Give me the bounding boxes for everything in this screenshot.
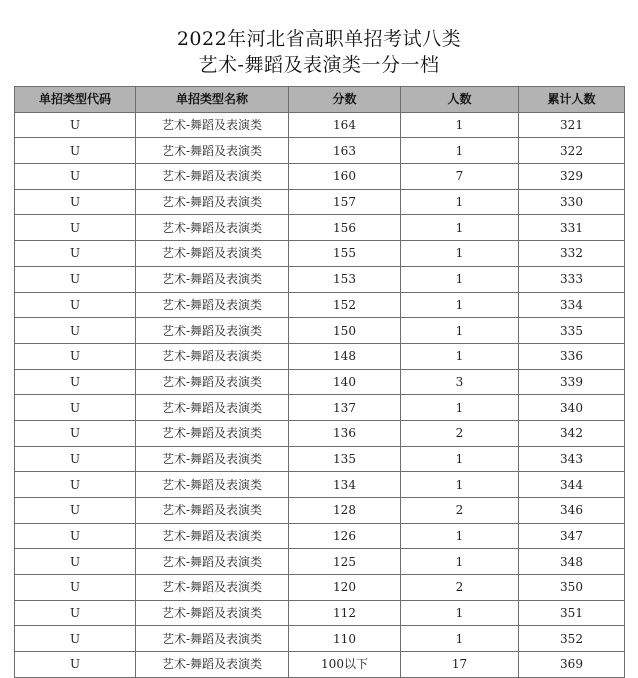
- cell-score: 148: [289, 343, 401, 369]
- header-cumulative: 累计人数: [519, 87, 625, 113]
- cell-type-name: 艺术-舞蹈及表演类: [136, 343, 289, 369]
- table-header-row: [15, 87, 625, 113]
- cell-cumulative: 347: [519, 523, 625, 549]
- cell-type-name: 艺术-舞蹈及表演类: [136, 472, 289, 498]
- cell-type-name: 艺术-舞蹈及表演类: [136, 189, 289, 215]
- cell-count: 1: [401, 189, 519, 215]
- cell-type-code: U: [15, 446, 136, 472]
- table-row: [15, 395, 625, 421]
- cell-type-code: U: [15, 164, 136, 190]
- cell-count: 1: [401, 292, 519, 318]
- cell-type-name: 艺术-舞蹈及表演类: [136, 215, 289, 241]
- cell-type-code: U: [15, 626, 136, 652]
- cell-count: 1: [401, 523, 519, 549]
- cell-type-name: 艺术-舞蹈及表演类: [136, 292, 289, 318]
- cell-count: 3: [401, 369, 519, 395]
- title-line-2: 艺术-舞蹈及表演类一分一档: [198, 54, 440, 76]
- cell-cumulative: 335: [519, 318, 625, 344]
- cell-count: 17: [401, 652, 519, 678]
- cell-score: 100以下: [289, 652, 401, 678]
- cell-type-code: U: [15, 523, 136, 549]
- cell-cumulative: 331: [519, 215, 625, 241]
- table-row: [15, 498, 625, 524]
- cell-count: 1: [401, 549, 519, 575]
- table-row: [15, 420, 625, 446]
- header-score: 分数: [289, 87, 401, 113]
- cell-cumulative: 336: [519, 343, 625, 369]
- cell-score: 110: [289, 626, 401, 652]
- table-row: [15, 369, 625, 395]
- cell-score: 136: [289, 420, 401, 446]
- cell-type-name: 艺术-舞蹈及表演类: [136, 446, 289, 472]
- cell-cumulative: 333: [519, 266, 625, 292]
- header-type-code: 单招类型代码: [15, 87, 136, 113]
- cell-type-code: U: [15, 549, 136, 575]
- cell-type-name: 艺术-舞蹈及表演类: [136, 266, 289, 292]
- table-row: [15, 112, 625, 138]
- cell-count: 1: [401, 241, 519, 267]
- score-distribution-table: [14, 86, 625, 678]
- cell-cumulative: 344: [519, 472, 625, 498]
- cell-cumulative: 332: [519, 241, 625, 267]
- header-type-name: 单招类型名称: [136, 87, 289, 113]
- table-row: [15, 241, 625, 267]
- cell-count: 1: [401, 395, 519, 421]
- cell-type-code: U: [15, 343, 136, 369]
- cell-score: 112: [289, 600, 401, 626]
- table-row: [15, 292, 625, 318]
- cell-score: 164: [289, 112, 401, 138]
- cell-score: 153: [289, 266, 401, 292]
- cell-type-code: U: [15, 292, 136, 318]
- cell-type-code: U: [15, 420, 136, 446]
- cell-type-code: U: [15, 112, 136, 138]
- cell-cumulative: 346: [519, 498, 625, 524]
- cell-score: 140: [289, 369, 401, 395]
- cell-type-name: 艺术-舞蹈及表演类: [136, 549, 289, 575]
- cell-score: 160: [289, 164, 401, 190]
- table-row: [15, 575, 625, 601]
- table-row: [15, 318, 625, 344]
- cell-count: 1: [401, 472, 519, 498]
- cell-score: 152: [289, 292, 401, 318]
- table-row: [15, 189, 625, 215]
- cell-type-code: U: [15, 600, 136, 626]
- cell-cumulative: 329: [519, 164, 625, 190]
- table-row: [15, 549, 625, 575]
- cell-score: 128: [289, 498, 401, 524]
- cell-cumulative: 330: [519, 189, 625, 215]
- cell-cumulative: 343: [519, 446, 625, 472]
- table-row: [15, 600, 625, 626]
- table-row: [15, 343, 625, 369]
- cell-score: 135: [289, 446, 401, 472]
- cell-type-name: 艺术-舞蹈及表演类: [136, 241, 289, 267]
- cell-type-code: U: [15, 138, 136, 164]
- cell-cumulative: 351: [519, 600, 625, 626]
- cell-score: 157: [289, 189, 401, 215]
- cell-score: 163: [289, 138, 401, 164]
- table-row: [15, 446, 625, 472]
- cell-cumulative: 340: [519, 395, 625, 421]
- cell-type-name: 艺术-舞蹈及表演类: [136, 600, 289, 626]
- table-row: [15, 266, 625, 292]
- cell-score: 125: [289, 549, 401, 575]
- cell-count: 1: [401, 600, 519, 626]
- cell-cumulative: 352: [519, 626, 625, 652]
- cell-score: 120: [289, 575, 401, 601]
- cell-type-code: U: [15, 395, 136, 421]
- cell-type-name: 艺术-舞蹈及表演类: [136, 318, 289, 344]
- table-row: [15, 652, 625, 678]
- cell-type-name: 艺术-舞蹈及表演类: [136, 498, 289, 524]
- title-line-1: 2022年河北省高职单招考试八类: [176, 28, 462, 50]
- table-row: [15, 472, 625, 498]
- cell-score: 137: [289, 395, 401, 421]
- cell-count: 1: [401, 446, 519, 472]
- table-row: [15, 164, 625, 190]
- cell-score: 126: [289, 523, 401, 549]
- cell-type-name: 艺术-舞蹈及表演类: [136, 369, 289, 395]
- cell-count: 7: [401, 164, 519, 190]
- cell-count: 1: [401, 266, 519, 292]
- cell-type-name: 艺术-舞蹈及表演类: [136, 575, 289, 601]
- cell-count: 2: [401, 420, 519, 446]
- cell-type-code: U: [15, 189, 136, 215]
- cell-type-code: U: [15, 472, 136, 498]
- cell-score: 150: [289, 318, 401, 344]
- cell-cumulative: 342: [519, 420, 625, 446]
- cell-score: 155: [289, 241, 401, 267]
- cell-cumulative: 369: [519, 652, 625, 678]
- cell-count: 1: [401, 112, 519, 138]
- table-row: [15, 215, 625, 241]
- cell-cumulative: 339: [519, 369, 625, 395]
- cell-type-name: 艺术-舞蹈及表演类: [136, 652, 289, 678]
- cell-type-name: 艺术-舞蹈及表演类: [136, 138, 289, 164]
- cell-count: 1: [401, 343, 519, 369]
- cell-type-code: U: [15, 575, 136, 601]
- cell-type-name: 艺术-舞蹈及表演类: [136, 626, 289, 652]
- cell-count: 1: [401, 318, 519, 344]
- table-row: [15, 523, 625, 549]
- cell-count: 1: [401, 626, 519, 652]
- cell-type-name: 艺术-舞蹈及表演类: [136, 420, 289, 446]
- cell-cumulative: 322: [519, 138, 625, 164]
- cell-count: 1: [401, 215, 519, 241]
- cell-type-name: 艺术-舞蹈及表演类: [136, 395, 289, 421]
- cell-type-name: 艺术-舞蹈及表演类: [136, 523, 289, 549]
- cell-score: 156: [289, 215, 401, 241]
- cell-cumulative: 350: [519, 575, 625, 601]
- cell-count: 2: [401, 498, 519, 524]
- document-title: [0, 26, 638, 78]
- cell-score: 134: [289, 472, 401, 498]
- cell-cumulative: 348: [519, 549, 625, 575]
- table-row: [15, 626, 625, 652]
- cell-type-name: 艺术-舞蹈及表演类: [136, 164, 289, 190]
- cell-type-code: U: [15, 266, 136, 292]
- header-count: 人数: [401, 87, 519, 113]
- cell-count: 2: [401, 575, 519, 601]
- cell-type-code: U: [15, 652, 136, 678]
- cell-type-name: 艺术-舞蹈及表演类: [136, 112, 289, 138]
- cell-type-code: U: [15, 498, 136, 524]
- cell-count: 1: [401, 138, 519, 164]
- cell-cumulative: 334: [519, 292, 625, 318]
- cell-type-code: U: [15, 215, 136, 241]
- table-body: [15, 112, 625, 677]
- cell-type-code: U: [15, 318, 136, 344]
- cell-type-code: U: [15, 241, 136, 267]
- cell-cumulative: 321: [519, 112, 625, 138]
- table-row: [15, 138, 625, 164]
- cell-type-code: U: [15, 369, 136, 395]
